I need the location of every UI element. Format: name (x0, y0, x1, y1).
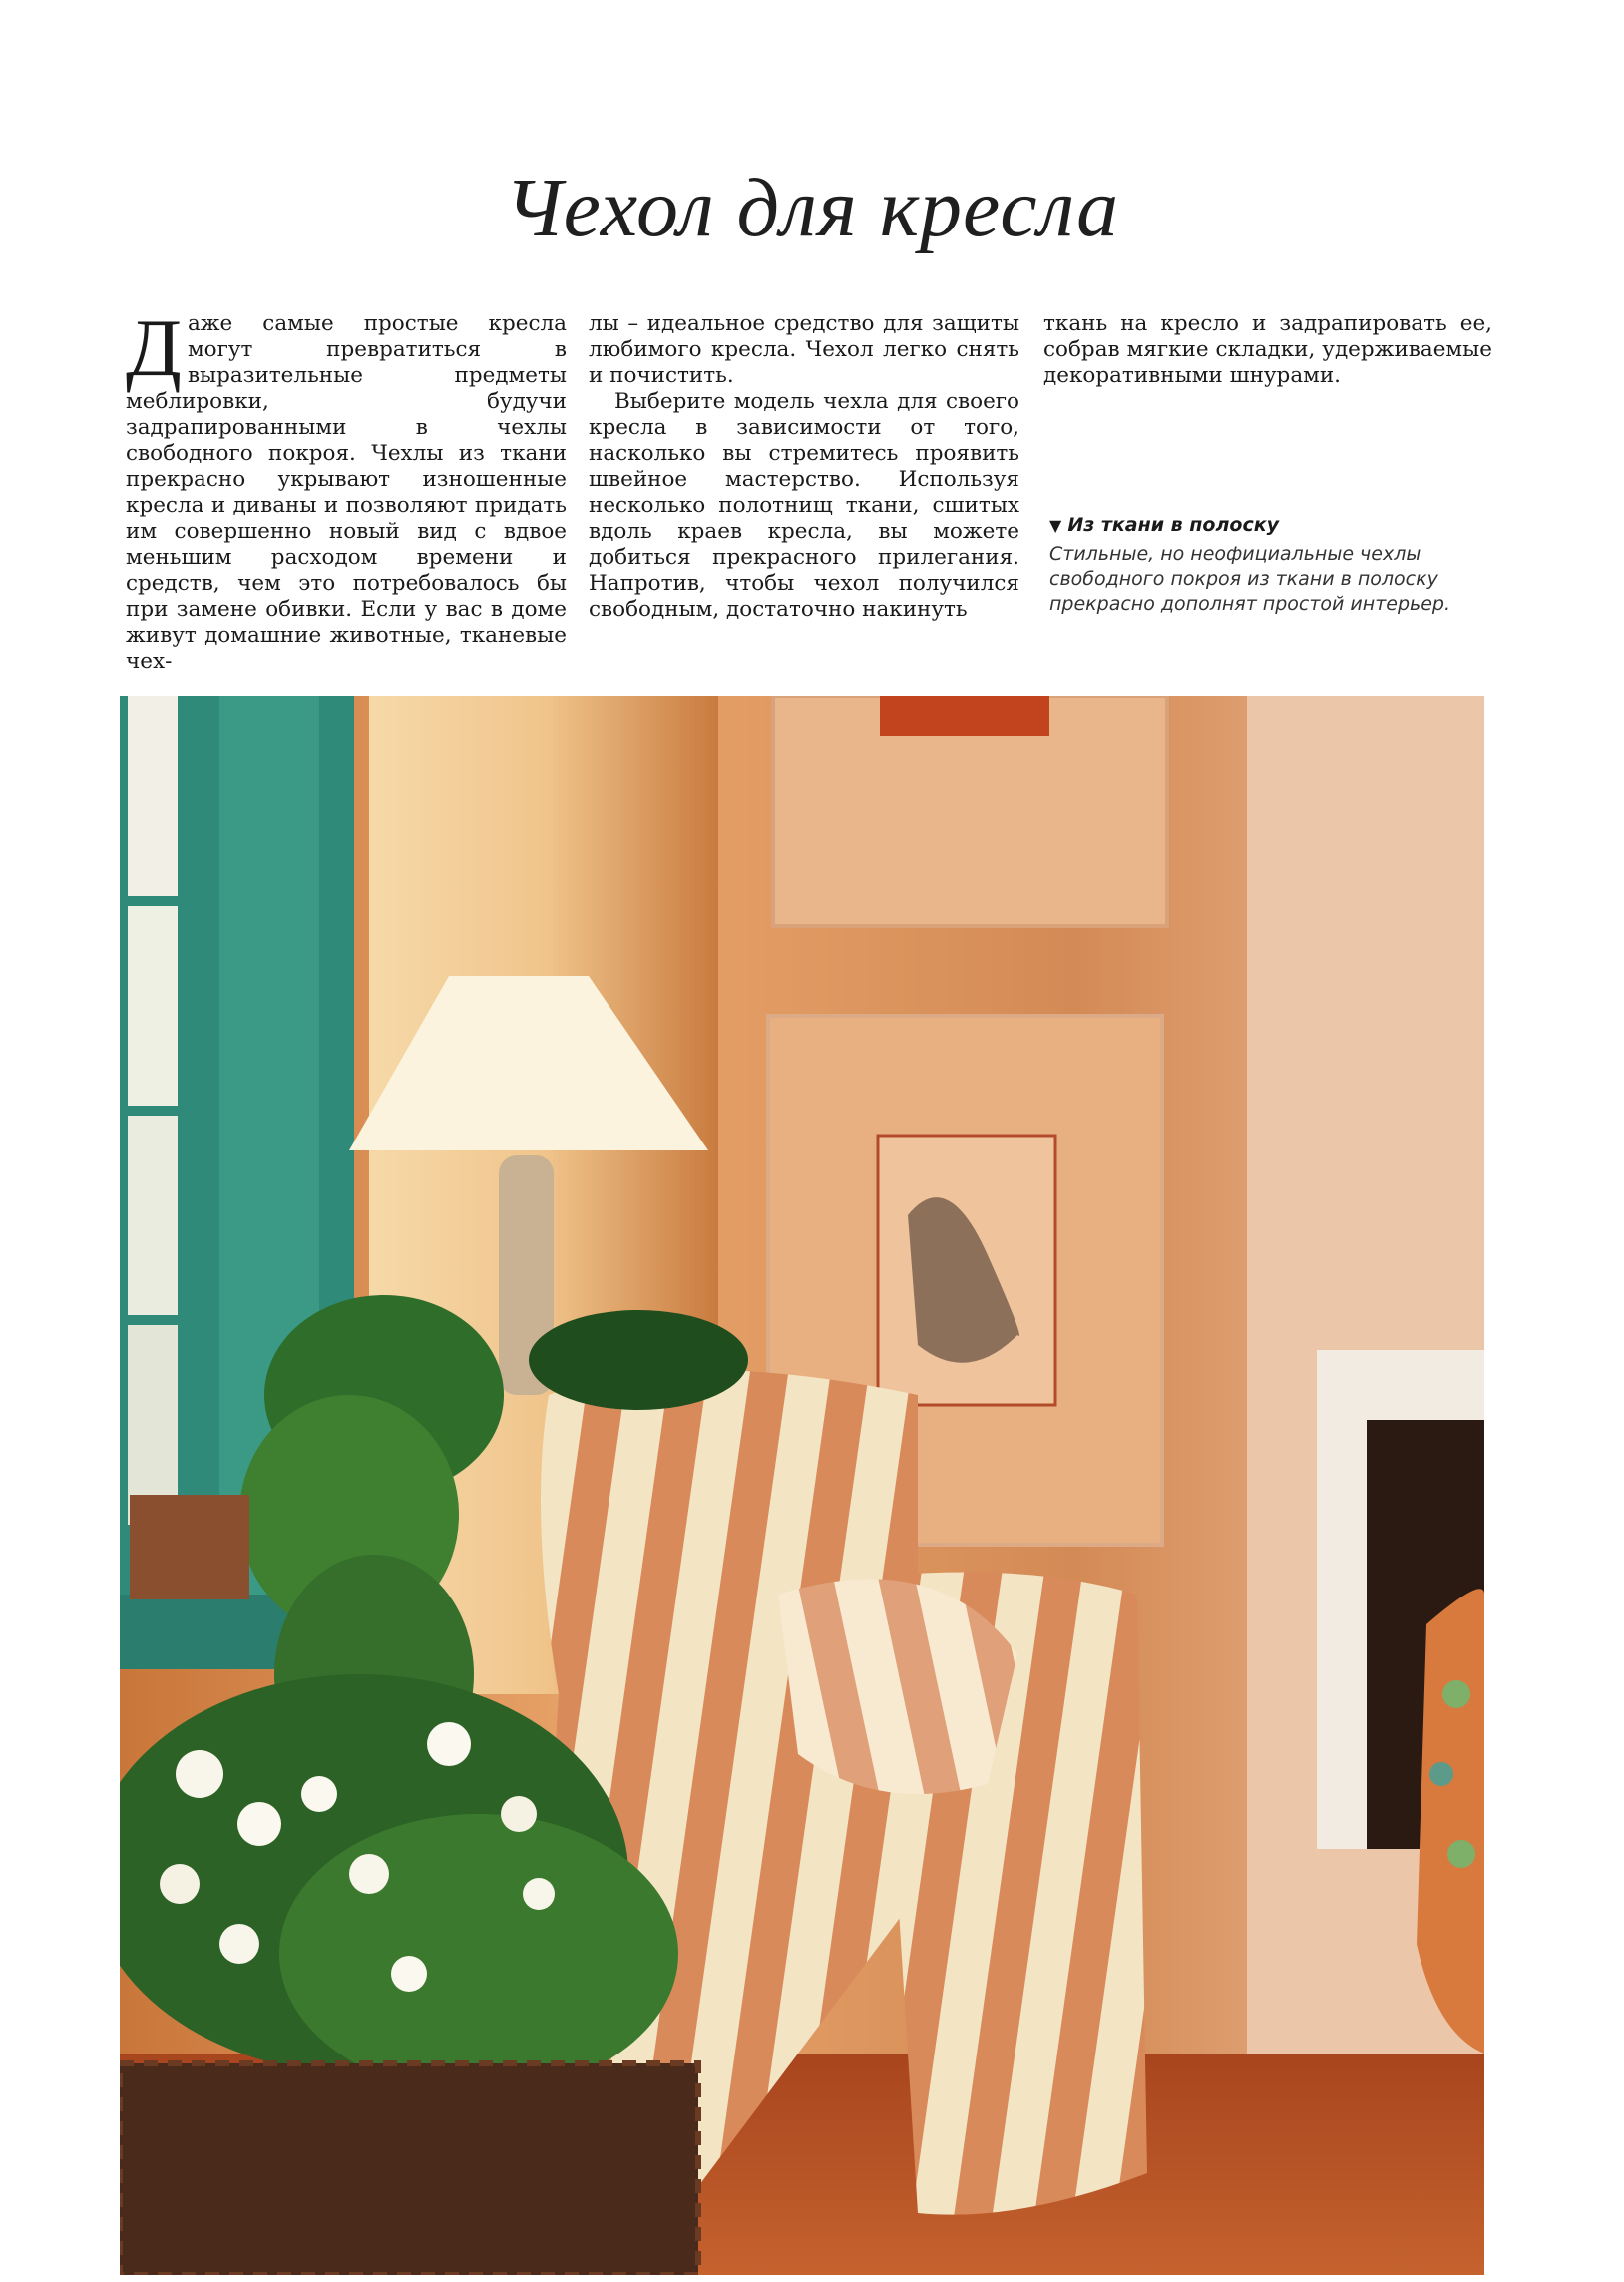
caption-heading-text: Из ткани в полоску (1067, 514, 1279, 536)
page-title: Чехол для кресла (504, 162, 1120, 254)
wicker-basket (120, 2063, 698, 2275)
triangle-down-icon: ▼ (1049, 516, 1062, 535)
text-column-2 (589, 311, 1019, 623)
paragraph: Выберите модель чехла для своего кресла в зависимости от того, насколько вы стремитесь проявить швейное мастерство. Используя несколько полотнищ ткани, сшитых вдоль краев кресла, вы можете добиться прекрасного прилегания. Напротив, чтобы чехол получился свободным, достаточно накинуть (589, 389, 1019, 622)
caption-heading (1049, 514, 1498, 536)
caption-text: Стильные, но неофициальные чехлы свободного покроя из ткани в полоску прекрасно дополнят простой интерьер. (1049, 543, 1451, 615)
text-column-3 (1043, 311, 1492, 389)
paragraph: ткань на кресло и задрапировать ее, собрав мягкие складки, удерживаемые декоративными шнурами. (1043, 311, 1492, 388)
paragraph: лы – идеальное средство для защиты любимого кресла. Чехол легко снять и почистить. (589, 311, 1019, 388)
armchair-photo (120, 696, 1484, 2275)
photo-caption (1049, 514, 1498, 617)
books (130, 1495, 249, 1599)
paragraph-text: аже самые простые кресла могут превратиться в выразительные предметы меблировки, будучи задрапированными в чехлы свободного покроя. Чехлы из ткани прекрасно укрывают изношенные кресла и диваны и позволяют придать им совершенно новый вид с вдвое меньшим расходом времени и средств, чем это потребовалось бы при замене обивки. Если у вас в доме живут домашние животные, тканевые чех- (126, 311, 567, 674)
paragraph (126, 302, 567, 675)
text-column-1 (126, 302, 567, 675)
drop-cap: Д (126, 302, 182, 393)
